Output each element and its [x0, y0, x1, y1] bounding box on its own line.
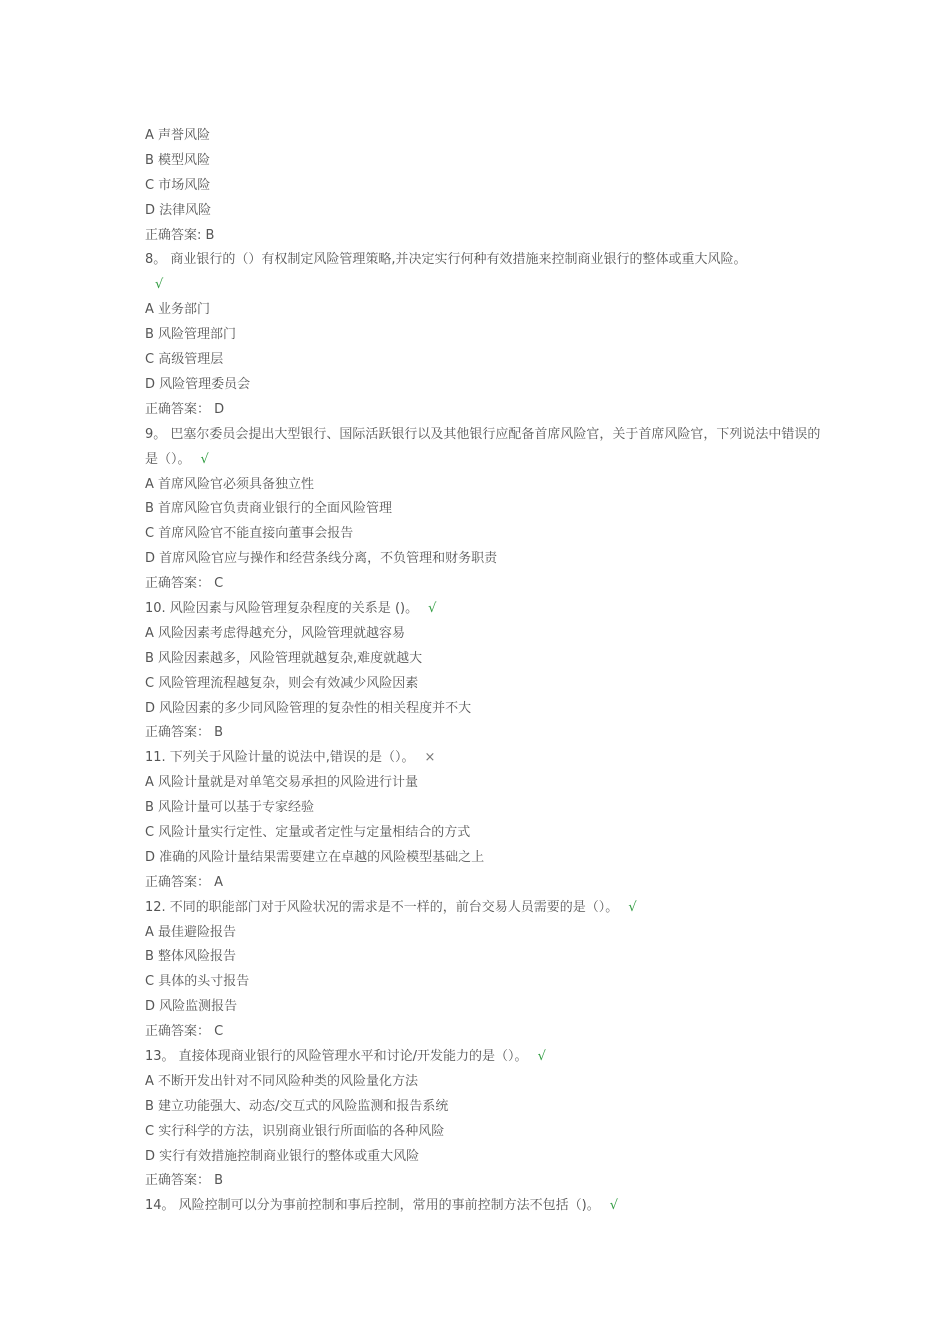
- question-block-12: [145, 896, 825, 1045]
- question-text: [145, 597, 825, 622]
- option-a: A 最佳避险报告: [145, 924, 237, 940]
- option-c: C 风险管理流程越复杂，则会有效减少风险因素: [145, 675, 419, 691]
- option-d: D 风险因素的多少同风险管理的复杂性的相关程度并不大: [145, 700, 472, 716]
- option-b: B 模型风险: [145, 152, 211, 168]
- document-page: [145, 124, 825, 1219]
- question-block-8: [145, 248, 825, 422]
- option-b: B 风险计量可以基于专家经验: [145, 800, 315, 816]
- question-stem: 13。 直接体现商业银行的风险管理水平和讨论/开发能力的是（）。: [145, 1049, 528, 1065]
- question-text: [145, 896, 825, 921]
- question-block-11: [145, 746, 825, 895]
- option-c: C 具体的头寸报告: [145, 974, 250, 990]
- question-text: [145, 1045, 825, 1070]
- option-d: D 风险管理委员会: [145, 376, 251, 392]
- correct-answer: 正确答案: B: [145, 227, 215, 243]
- option-b: B 首席风险官负责商业银行的全面风险管理: [145, 501, 393, 517]
- option-d: D 首席风险官应与操作和经营条线分离，不负管理和财务职责: [145, 551, 498, 567]
- option-c: C 市场风险: [145, 177, 211, 193]
- option-b: B 风险管理部门: [145, 327, 237, 343]
- check-mark-icon: √: [537, 1049, 546, 1065]
- option-a: A 首席风险官必须具备独立性: [145, 476, 315, 492]
- correct-answer: 正确答案： D: [145, 401, 225, 417]
- option-b: B 整体风险报告: [145, 949, 237, 965]
- correct-answer: 正确答案： B: [145, 1173, 224, 1189]
- check-mark-icon: √: [200, 451, 209, 467]
- question-stem: 14。 风险控制可以分为事前控制和事后控制，常用的事前控制方法不包括（)。: [145, 1198, 600, 1214]
- check-mark-icon: √: [609, 1198, 619, 1214]
- question-block-14: [145, 1194, 825, 1219]
- question-stem: 11. 下列关于风险计量的说法中,错误的是（）。: [145, 750, 415, 766]
- question-block-13: [145, 1045, 825, 1194]
- option-c: C 高级管理层: [145, 352, 224, 368]
- option-d: D 准确的风险计量结果需要建立在卓越的风险模型基础之上: [145, 849, 485, 865]
- check-mark-icon: √: [428, 600, 437, 616]
- question-stem: 9。 巴塞尔委员会提出大型银行、国际活跃银行以及其他银行应配备首席风险官，关于首席风险官，下列说法中错误的是（）。: [145, 426, 821, 467]
- option-d: D 实行有效措施控制商业银行的整体或重大风险: [145, 1148, 420, 1164]
- correct-answer: 正确答案： A: [145, 874, 224, 890]
- question-stem: 8。 商业银行的（）有权制定风险管理策略,并决定实行何种有效措施来控制商业银行的整体或重大风险。: [145, 252, 747, 268]
- check-mark-icon: √: [628, 899, 637, 915]
- option-a: A 业务部门: [145, 302, 211, 318]
- correct-answer: 正确答案： C: [145, 1024, 224, 1040]
- question-text: [145, 423, 825, 473]
- question-block-10: [145, 597, 825, 746]
- question-stem: 12. 不同的职能部门对于风险状况的需求是不一样的，前台交易人员需要的是（）。: [145, 899, 619, 915]
- question-stem: 10. 风险因素与风险管理复杂程度的关系是 ()。: [145, 600, 419, 616]
- option-a: A 风险计量就是对单笔交易承担的风险进行计量: [145, 775, 419, 791]
- question-text: [145, 248, 825, 298]
- option-b: B 风险因素越多，风险管理就越复杂,难度就越大: [145, 650, 423, 666]
- correct-answer: 正确答案： C: [145, 576, 224, 592]
- option-a: A 不断开发出针对不同风险种类的风险量化方法: [145, 1073, 419, 1089]
- option-b: B 建立功能强大、动态/交互式的风险监测和报告系统: [145, 1098, 449, 1114]
- option-a: A 风险因素考虑得越充分，风险管理就越容易: [145, 625, 406, 641]
- option-d: D 法律风险: [145, 202, 212, 218]
- option-c: C 风险计量实行定性、定量或者定性与定量相结合的方式: [145, 825, 471, 840]
- option-c: C 实行科学的方法，识别商业银行所面临的各种风险: [145, 1123, 445, 1139]
- question-block-9: [145, 423, 825, 597]
- correct-answer: 正确答案： B: [145, 725, 224, 741]
- cross-mark-icon: ×: [424, 750, 436, 766]
- check-mark-icon: √: [155, 277, 164, 293]
- question-text: [145, 1194, 825, 1219]
- option-a: A 声誉风险: [145, 128, 211, 143]
- question-text: [145, 746, 825, 771]
- option-d: D 风险监测报告: [145, 999, 238, 1015]
- question-block-7: [145, 124, 825, 248]
- option-c: C 首席风险官不能直接向董事会报告: [145, 526, 354, 542]
